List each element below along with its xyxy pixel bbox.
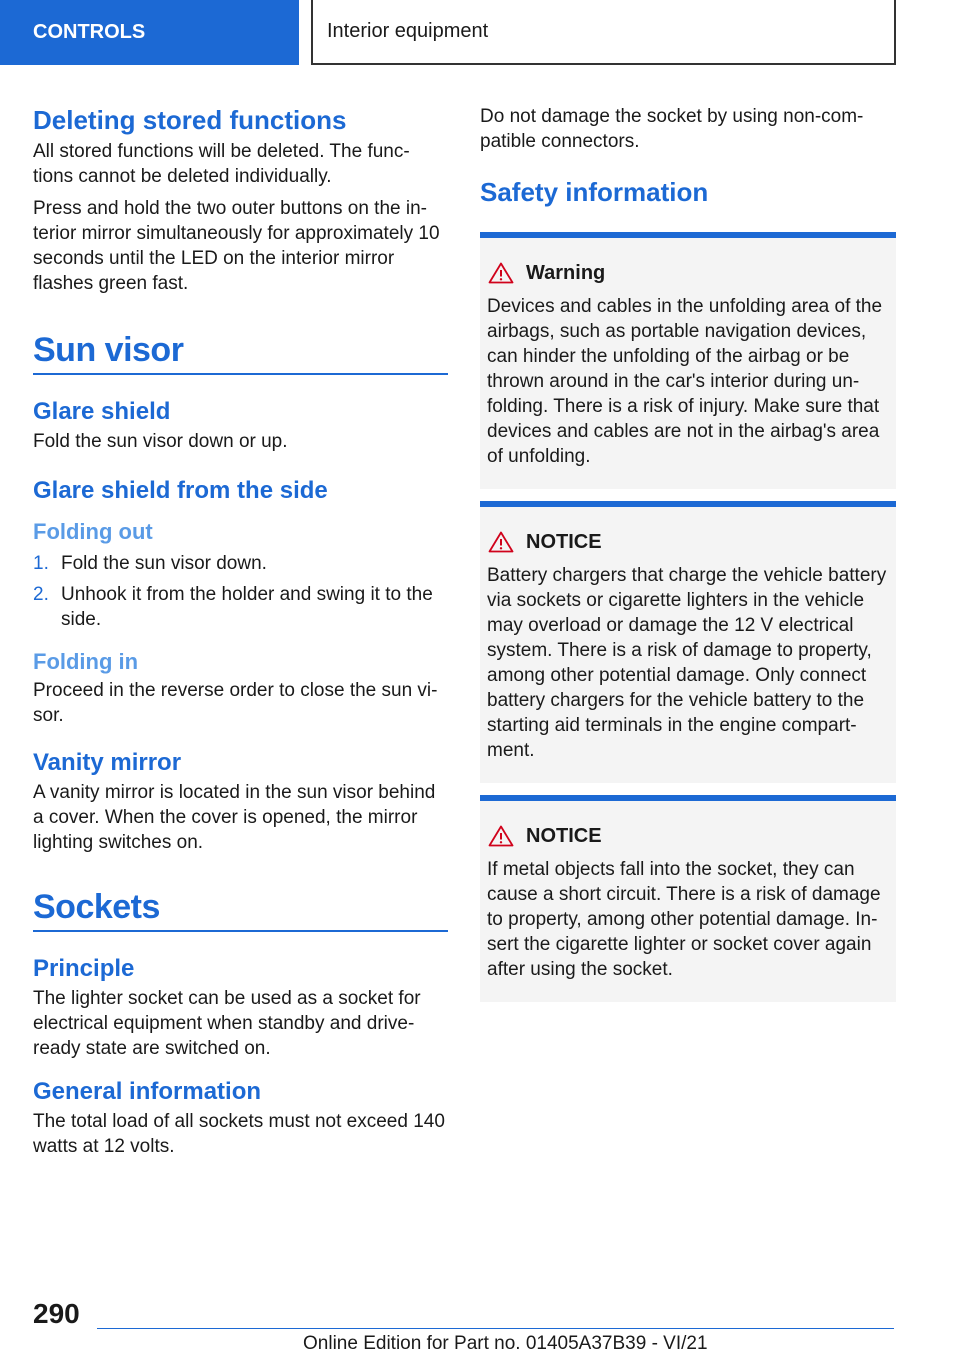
- general-text: The total load of all sockets must not exceed 140 watts at 12 volts.: [33, 1111, 445, 1157]
- general-heading: General information: [33, 1078, 262, 1105]
- deleting-text-1: All stored functions will be deleted. The func‐ tions cannot be deleted individually.: [33, 141, 410, 187]
- warning-header: [487, 260, 889, 286]
- sockets-title: Sockets: [33, 888, 160, 926]
- vanity-text: A vanity mirror is located in the sun visor behind a cover. When the cover is opened, the mirror lighting switches on.: [33, 782, 436, 853]
- safety-heading: Safety information: [480, 177, 709, 207]
- edition-text: Online Edition for Part no. 01405A37B39 - VI/21: [303, 1333, 708, 1354]
- warning-box: [480, 232, 896, 489]
- section-tab: CONTROLS: [0, 0, 299, 65]
- folding-out-list: [33, 551, 448, 632]
- footer-rule: [97, 1328, 894, 1329]
- right-column: [480, 100, 896, 1002]
- intro-text: Do not damage the socket by using non-com‐ patible connectors.: [480, 106, 864, 152]
- deleting-heading: Deleting stored functions: [33, 105, 347, 135]
- principle-text: The lighter socket can be used as a socket for electrical equipment when standby and drive- ready state are switched on.: [33, 988, 421, 1059]
- notice-label-2: NOTICE: [526, 825, 602, 847]
- glare-side-heading: Glare shield from the side: [33, 477, 328, 504]
- warning-triangle-icon: [488, 262, 514, 284]
- list-item: [33, 551, 448, 576]
- step-number: 2.: [33, 584, 49, 605]
- sockets-rule: [33, 930, 448, 932]
- notice-text-1: Battery chargers that charge the vehicle battery via sockets or cigarette lighters in the vehicle may overload or damage the 12 V electrical system. There is a risk of damage to property, among other potential damage. Only connect battery chargers for the vehicle battery to the starting aid terminals in the engine compart‐ ment.: [487, 565, 887, 761]
- notice-label-1: NOTICE: [526, 531, 602, 553]
- deleting-text-2: Press and hold the two outer buttons on the in‐ terior mirror simultaneously for approximately 10 seconds until the LED on the interior mirror flashes green fast.: [33, 198, 440, 294]
- vanity-heading: Vanity mirror: [33, 749, 182, 776]
- page-number: 290: [33, 1298, 80, 1329]
- step-text: Fold the sun visor down.: [61, 553, 267, 574]
- step-number: 1.: [33, 553, 49, 574]
- notice-text-2: If metal objects fall into the socket, they can cause a short circuit. There is a risk of damage to property, among other potential damage. In‐ sert the cigarette lighter or socket cover again after using the socket.: [487, 859, 881, 980]
- warning-label: Warning: [526, 262, 606, 284]
- notice-header-2: [487, 823, 889, 849]
- principle-heading: Principle: [33, 955, 135, 982]
- glare-shield-heading: Glare shield: [33, 398, 171, 425]
- left-column: [33, 100, 448, 1159]
- glare-shield-text: Fold the sun visor down or up.: [33, 431, 288, 452]
- step-text: Unhook it from the holder and swing it to the side.: [61, 584, 433, 630]
- sun-visor-title: Sun visor: [33, 331, 184, 369]
- folding-in-text: Proceed in the reverse order to close the sun vi‐ sor.: [33, 680, 438, 726]
- folding-in-heading: Folding in: [33, 649, 139, 674]
- warning-triangle-icon: [488, 825, 514, 847]
- notice-box-2: [480, 795, 896, 1002]
- warning-triangle-icon: [488, 531, 514, 553]
- sun-visor-rule: [33, 373, 448, 375]
- notice-header-1: [487, 529, 889, 555]
- notice-box-1: [480, 501, 896, 783]
- folding-out-heading: Folding out: [33, 519, 153, 544]
- chapter-title: Interior equipment: [311, 0, 896, 65]
- list-item: [33, 582, 448, 632]
- warning-text: Devices and cables in the unfolding area of the airbags, such as portable navigation devices, can hinder the unfolding of the airbag or be thrown around in the car's interior during un‐ folding. There is a risk of injury. Make sure that devices and cables are not in the airbag's area of unfolding.: [487, 296, 883, 467]
